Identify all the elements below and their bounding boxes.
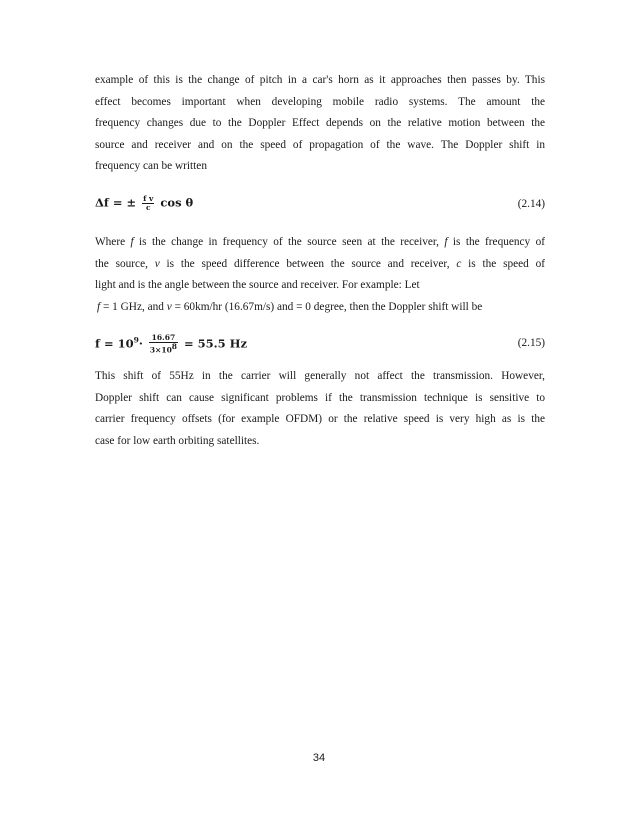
denominator-base: 3×10: [149, 345, 172, 355]
equation-number: (2.14): [517, 198, 545, 210]
paragraph-doppler-intro: [95, 70, 545, 178]
text-line: frequency changes due to the Doppler Effect depends on the relative motion between the: [95, 117, 545, 129]
text-line: light and is the angle between the source and receiver. For example: Let: [95, 279, 420, 291]
equation-2-14: [95, 195, 545, 221]
text-line: [97, 297, 545, 319]
text-line: Doppler shift can cause significant problems if the transmission technique is sensitive to: [95, 391, 545, 404]
variable-v: v: [166, 300, 172, 313]
equation-fraction: [142, 195, 154, 212]
equation-lhs: Δf = ±: [95, 195, 137, 210]
equation-2-15: [95, 334, 545, 360]
text-span: is the change in frequency of the source seen at the receiver,: [133, 236, 445, 248]
text-line: source and receiver and on the speed of propagation of the wave. The Doppler shift in: [95, 138, 545, 151]
equation-expression: [95, 334, 247, 355]
text-line: [95, 254, 545, 276]
equation-expression: [95, 195, 193, 212]
text-line: frequency can be written: [95, 160, 207, 172]
page-number: 34: [312, 752, 326, 764]
text-span: is the speed of: [461, 257, 546, 270]
denominator-exponent: 8: [171, 342, 178, 351]
equation-lhs: f = 10: [95, 336, 134, 351]
text-line: carrier frequency offsets (for example OFDM) or the relative speed is very high as is the: [95, 413, 545, 425]
text-span: the source,: [95, 257, 155, 270]
variable-f: f: [444, 236, 448, 248]
text-span: is the speed difference between the source and receiver,: [159, 257, 457, 270]
equation-rhs: = 55.5 Hz: [184, 336, 248, 351]
fraction-numerator: f v: [143, 194, 154, 203]
equation-exponent: 9: [133, 335, 139, 345]
text-line: example of this is the change of pitch in a car's horn as it approaches then passes by. This: [95, 74, 545, 86]
text-span: = 1 GHz, and: [100, 300, 167, 313]
variable-f: f: [130, 236, 134, 248]
paragraph-variable-definitions: [95, 232, 545, 318]
variable-v: v: [154, 257, 160, 270]
paragraph-conclusion: [95, 366, 545, 452]
equation-dot: ·: [138, 336, 143, 351]
equation-fraction: [149, 334, 178, 355]
fraction-denominator: [149, 343, 178, 355]
text-line: This shift of 55Hz in the carrier will generally not affect the transmission. However,: [95, 370, 545, 382]
variable-c: c: [456, 257, 462, 270]
variable-f: f: [97, 300, 101, 313]
text-line: case for low earth orbiting satellites.: [95, 434, 260, 447]
fraction-numerator: 16.67: [149, 334, 178, 343]
equation-number: (2.15): [517, 337, 545, 349]
text-line: [95, 232, 545, 254]
text-line: effect becomes important when developing mobile radio systems. The amount the: [95, 95, 545, 108]
text-span: = 60km/hr (16.67m/s) and = 0 degree, then the Doppler shift will be: [171, 300, 483, 313]
equation-rhs: cos θ: [160, 195, 194, 210]
text-span: Where: [95, 236, 131, 248]
fraction-denominator: c: [145, 203, 151, 212]
text-span: is the frequency of: [447, 236, 545, 248]
